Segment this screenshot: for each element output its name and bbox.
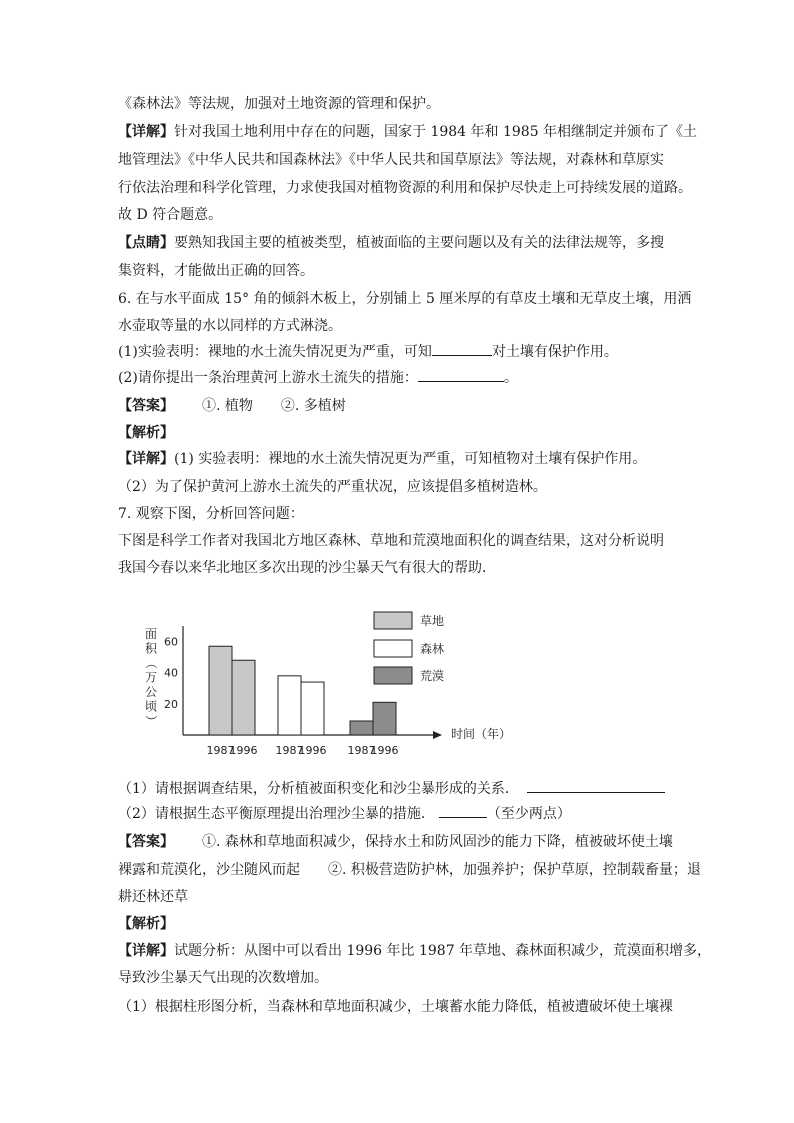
legend-swatch-森林 [374, 640, 412, 657]
text-line: 耕还林还草 [118, 889, 188, 905]
question-7-1 [118, 777, 665, 801]
question-6-2 [118, 366, 518, 390]
tag-detail: 【详解】 [118, 943, 174, 959]
question-7-2 [118, 802, 571, 826]
legend-label: 草地 [420, 614, 445, 628]
text-span: （2）请根据生态平衡原理提出治理沙尘暴的措施． [118, 806, 435, 822]
text-line: 水壶取等量的水以同样的方式淋浇。 [118, 318, 342, 334]
text-span: （1）请根据调查结果，分析植被面积变化和沙尘暴形成的关系． [118, 781, 519, 797]
text-line [118, 231, 664, 255]
legend-swatch-荒漠 [374, 667, 412, 684]
x-tick-label: 1996 [370, 744, 399, 757]
area-bar-chart [137, 598, 537, 768]
chart-bars [209, 646, 396, 735]
legend-label: 森林 [420, 642, 445, 656]
text-line: 裸露和荒漠化，沙尘随风而起 ②. 积极营造防护林，加强养护；保护草原，控制载畜量；退 [118, 862, 701, 878]
text-line [118, 939, 711, 963]
x-tick-label: 1987 [206, 744, 235, 757]
answer-line [118, 830, 673, 854]
x-tick-label: 1987 [275, 744, 304, 757]
y-axis-label-char: ） [144, 714, 158, 728]
text-span: (2)请你提出一条治理黄河上游水土流失的措施： [118, 370, 418, 386]
tag-answer: 【答案】 [118, 834, 174, 850]
text-span: （至少两点） [486, 806, 571, 822]
tag-detail: 【详解】 [118, 451, 174, 467]
text-line: 《森林法》等法规，加强对土地资源的管理和保护。 [118, 96, 440, 112]
answer-blank [432, 341, 492, 356]
x-tick-label: 1996 [298, 744, 327, 757]
tag-detail: 【详解】 [118, 124, 174, 140]
bar-草地-1996 [232, 660, 255, 735]
y-tick-label: 40 [164, 666, 178, 680]
text-line [118, 120, 697, 144]
text-line: 集资料，才能做出正确的回答。 [118, 263, 314, 279]
y-axis-label-char: 万 [144, 670, 158, 685]
chart-ticks [144, 627, 511, 757]
bar-草地-1987 [209, 646, 232, 735]
x-tick-label: 1987 [347, 744, 376, 757]
text-span: 要熟知我国主要的植被类型，植被面临的主要问题以及有关的法律法规等，多搜 [174, 235, 664, 251]
y-axis-label-char: 积 [144, 641, 158, 656]
text-line [118, 447, 646, 471]
text-line: 地管理法》《中华人民共和国森林法》《中华人民共和国草原法》等法规，对森林和草原实 [118, 152, 664, 168]
bar-荒漠-1987 [350, 721, 373, 735]
y-axis-label-char: 顷 [144, 699, 158, 714]
answer-blank [418, 367, 504, 382]
text-line: （2）为了保护黄河上游水土流失的严重状况，应该提倡多植树造林。 [118, 479, 547, 495]
text-span: ①. 森林和草地面积减少，保持水土和防风固沙的能力下降，植被破坏使土壤 [202, 834, 673, 850]
tag-analysis: 【解析】 [118, 916, 174, 932]
text-span: 对土壤有保护作用。 [491, 344, 618, 360]
tag-analysis: 【解析】 [118, 425, 174, 441]
bar-荒漠-1996 [373, 702, 396, 735]
text-span: 试题分析：从图中可以看出 1996 年比 1987 年草地、森林面积减少，荒漠面积增多， [174, 943, 712, 959]
y-axis-label-char: 公 [144, 685, 158, 699]
question-6-1 [118, 340, 618, 364]
y-axis-label-char: 面 [144, 627, 158, 641]
y-axis-label-char: （ [144, 656, 158, 670]
chart-legend [374, 612, 444, 684]
text-span: (1)实验表明：裸地的水土流失情况更为严重，可知 [118, 344, 432, 360]
answer-blank [439, 803, 487, 818]
bar-森林-1996 [301, 682, 324, 735]
x-axis-label: 时间（年） [451, 727, 512, 741]
text-line: 导致沙尘暴天气出现的次数增加。 [118, 970, 328, 986]
text-span: 针对我国土地利用中存在的问题，国家于 1984 年和 1985 年相继制定并颁布了《土 [174, 124, 698, 140]
text-span: 。 [503, 370, 518, 386]
answer-line [118, 394, 346, 418]
text-line: 行依法治理和科学化管理，力求使我国对植物资源的利用和保护尽快走上可持续发展的道路。 [118, 180, 692, 196]
tag-answer: 【答案】 [118, 398, 174, 414]
text-line: 我国今春以来华北地区多次出现的沙尘暴天气有很大的帮助． [118, 560, 496, 576]
text-span: ①. 植物 ②. 多植树 [202, 398, 346, 414]
x-axis-arrow [433, 731, 442, 739]
legend-swatch-草地 [374, 612, 412, 629]
y-tick-label: 60 [164, 635, 178, 649]
bar-森林-1987 [278, 676, 301, 735]
x-tick-label: 1996 [229, 744, 258, 757]
text-line: 下图是科学工作者对我国北方地区森林、草地和荒漠地面积化的调查结果，这对分析说明 [118, 533, 664, 549]
text-line: （1）根据柱形图分析，当森林和草地面积减少，土壤蓄水能力降低，植被遭破坏使土壤裸 [118, 999, 673, 1015]
y-tick-label: 20 [164, 697, 178, 711]
text-span: (1) 实验表明：裸地的水土流失情况更为严重，可知植物对土壤有保护作用。 [174, 451, 647, 467]
question-7: 7. 观察下图，分析回答问题： [118, 506, 304, 522]
question-6: 6. 在与水平面成 15° 角的倾斜木板上，分别铺上 5 厘米厚的有草皮土壤和无草皮土壤，用洒 [118, 291, 692, 307]
answer-blank [527, 778, 665, 793]
text-line: 故 D 符合题意。 [118, 207, 223, 223]
tag-comment: 【点睛】 [118, 235, 174, 251]
legend-label: 荒漠 [420, 669, 445, 683]
